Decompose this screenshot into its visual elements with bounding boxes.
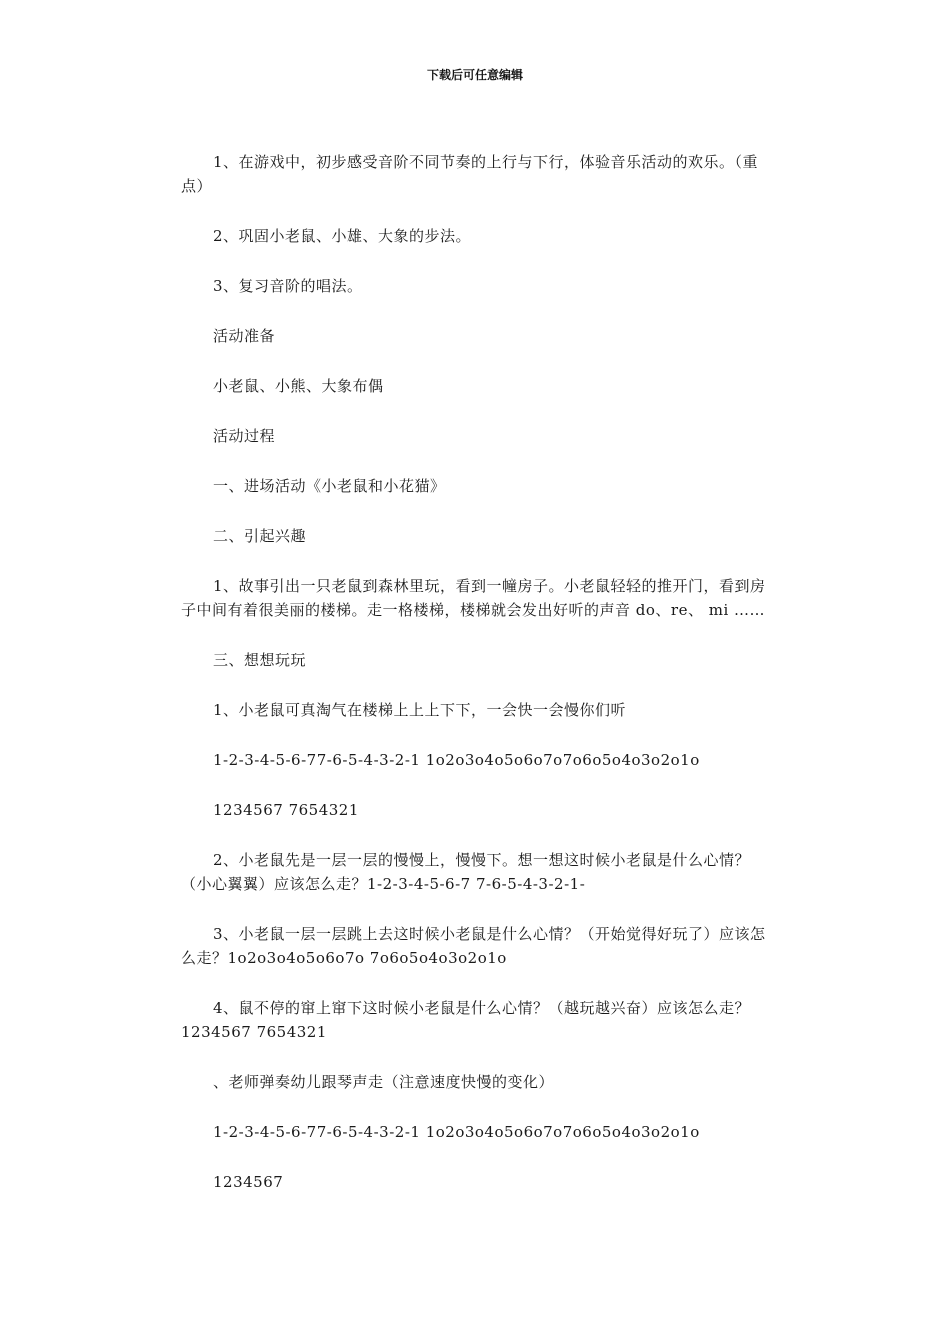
- section-heading-preparation: 活动准备: [213, 327, 276, 345]
- page-header: 下载后可任意编辑: [426, 68, 523, 82]
- paragraph-scale-sequence-4: 1234567: [213, 1173, 284, 1191]
- paragraph-interest: 二、引起兴趣: [213, 527, 307, 545]
- paragraph-step-3: 3、小老鼠一层一层跳上去这时候小老鼠是什么心情？（开始觉得好玩了）应该怎么走？1o2o3o4o5o6o7o 7o6o5o4o3o2o1o: [181, 925, 766, 967]
- paragraph-teacher-play: 、老师弹奏幼儿跟琴声走（注意速度快慢的变化）: [213, 1073, 555, 1091]
- paragraph-step-2: 2、小老鼠先是一层一层的慢慢上，慢慢下。想一想这时候小老鼠是什么心情？（小心翼翼）应该怎么走？1-2-3-4-5-6-7 7-6-5-4-3-2-1-: [181, 851, 751, 893]
- paragraph-entrance: 一、进场活动《小老鼠和小花猫》: [213, 477, 446, 495]
- paragraph-materials: 小老鼠、小熊、大象布偶: [213, 377, 384, 395]
- document-body: [181, 150, 781, 1220]
- paragraph-scale-sequence-2: 1234567 7654321: [213, 801, 359, 819]
- paragraph-story: 1、故事引出一只老鼠到森林里玩，看到一幢房子。小老鼠轻轻的推开门，看到房子中间有着很美丽的楼梯。走一格楼梯，楼梯就会发出好听的声音 do、re、 mi ……: [181, 577, 766, 619]
- section-heading-process: 活动过程: [213, 427, 276, 445]
- paragraph-goal-3: 3、复习音阶的唱法。: [213, 277, 363, 295]
- paragraph-scale-sequence-1: 1-2-3-4-5-6-77-6-5-4-3-2-1 1o2o3o4o5o6o7o7o6o5o4o3o2o1o: [213, 751, 700, 769]
- paragraph-scale-sequence-3: 1-2-3-4-5-6-77-6-5-4-3-2-1 1o2o3o4o5o6o7o7o6o5o4o3o2o1o: [213, 1123, 700, 1141]
- paragraph-goal-2: 2、巩固小老鼠、小雄、大象的步法。: [213, 227, 472, 245]
- paragraph-think-play: 三、想想玩玩: [213, 651, 307, 669]
- paragraph-goal-1: 1、在游戏中，初步感受音阶不同节奏的上行与下行，体验音乐活动的欢乐。（重点）: [181, 153, 759, 195]
- paragraph-step-1: 1、小老鼠可真淘气在楼梯上上上下下，一会快一会慢你们听: [213, 701, 627, 719]
- paragraph-step-4: 4、鼠不停的窜上窜下这时候小老鼠是什么心情？（越玩越兴奋）应该怎么走？1234567 7654321: [181, 999, 751, 1041]
